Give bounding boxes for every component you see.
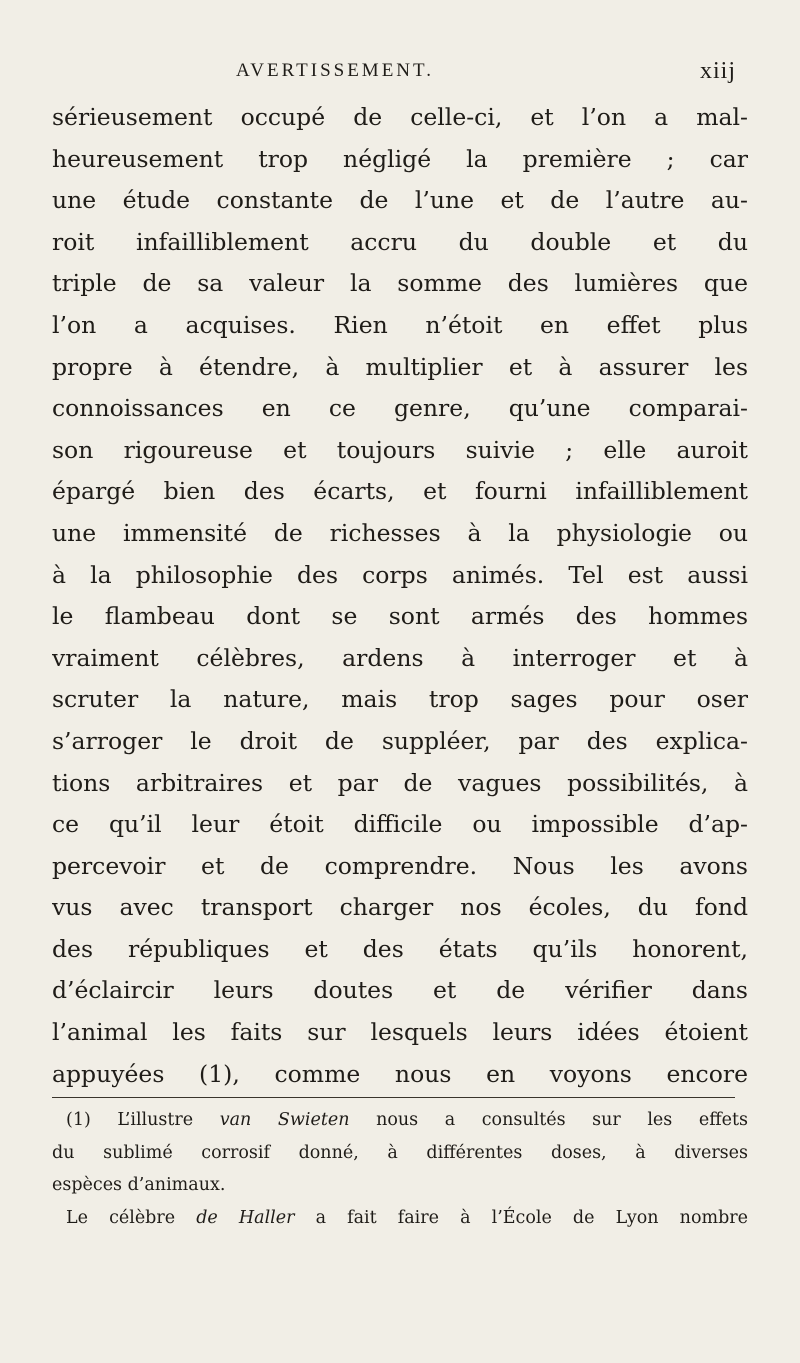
text-line: le flambeau dont se sont armés des hommes — [52, 602, 748, 631]
footnote-2 — [52, 1202, 748, 1235]
footnote-1 — [52, 1104, 748, 1137]
running-title: AVERTISSEMENT. — [236, 60, 434, 81]
text-line: sérieusement occupé de celle-ci, et l’on a mal- — [52, 103, 748, 131]
text-line: vraiment célèbres, ardens à interroger et à — [52, 643, 748, 672]
footnote-1-line-2: du sublimé corrosif donné, à différentes doses, à diverses — [52, 1142, 748, 1163]
text-line: scruter la nature, mais trop sages pour oser — [52, 685, 748, 714]
footnote-rule — [52, 1097, 735, 1098]
text-line: l’animal les faits sur lesquels leurs idées étoient — [52, 1018, 748, 1047]
text-line: épargé bien des écarts, et fourni infailliblement — [52, 477, 748, 506]
footnote-1-line-3: espèces d’animaux. — [52, 1175, 226, 1195]
text-line: tions arbitraires et par de vagues possibilités, à — [52, 768, 748, 797]
text-line: une étude constante de l’une et de l’autre au- — [52, 186, 748, 215]
text-line: roit infailliblement accru du double et du — [52, 227, 748, 256]
text-line: d’éclaircir leurs doutes et de vérifier dans — [52, 976, 748, 1005]
footnote-2-text-cont: a fait faire à l’École de Lyon nombre — [294, 1207, 748, 1228]
text-line: vus avec transport charger nos écoles, du fond — [52, 893, 748, 922]
text-line: appuyées (1), comme nous en voyons encore — [52, 1059, 748, 1088]
text-line: son rigoureuse et toujours suivie ; elle auroit — [52, 435, 748, 464]
page-number: xiij — [699, 58, 736, 84]
text-line: propre à étendre, à multiplier et à assurer les — [52, 352, 748, 381]
text-line: des républiques et des états qu’ils honorent, — [52, 934, 748, 963]
footnotes — [52, 1104, 748, 1234]
footnote-1-text: (1) L’illustre — [66, 1110, 220, 1130]
text-line: à la philosophie des corps animés. Tel est aussi — [52, 560, 748, 589]
footnote-2-name: de Haller — [196, 1207, 295, 1228]
text-line: ce qu’il leur étoit difficile ou impossible d’ap- — [52, 810, 748, 839]
footnote-2-text: Le célèbre — [66, 1207, 197, 1228]
text-line: l’on a acquises. Rien n’étoit en effet plus — [52, 310, 748, 339]
text-line: connoissances en ce genre, qu’une comparai- — [52, 394, 748, 423]
body-text — [52, 97, 748, 1095]
text-line: s’arroger le droit de suppléer, par des explica- — [52, 726, 748, 755]
footnote-1-text-cont: nous a consultés sur les effets — [349, 1110, 748, 1130]
text-line: heureusement trop négligé la première ; car — [52, 144, 748, 173]
text-line: une immensité de richesses à la physiologie ou — [52, 518, 748, 547]
text-line: percevoir et de comprendre. Nous les avons — [52, 851, 748, 880]
text-line: triple de sa valeur la somme des lumières que — [52, 269, 748, 298]
footnote-1-name: van Swieten — [219, 1110, 350, 1130]
running-head — [236, 60, 736, 90]
